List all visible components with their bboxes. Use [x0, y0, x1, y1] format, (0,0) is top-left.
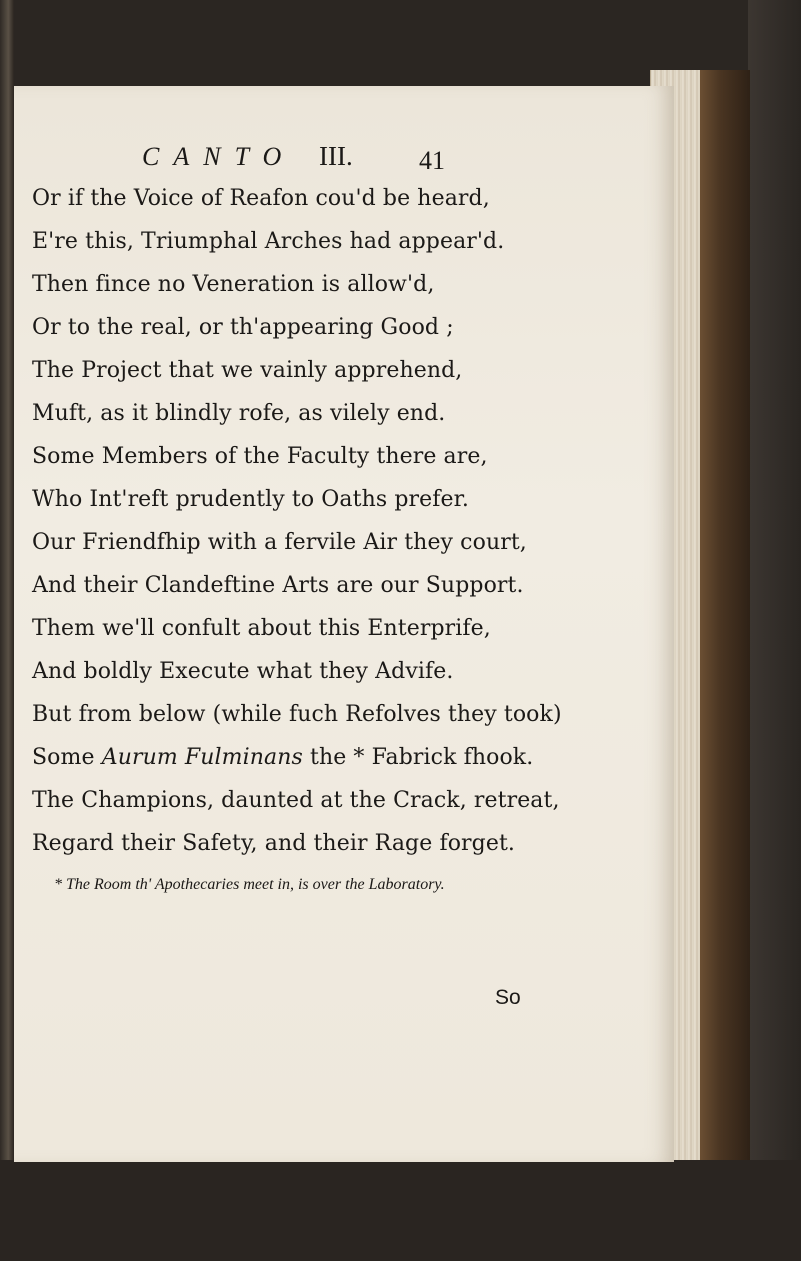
verse-line-14 [32, 745, 533, 770]
verse-line-1: Or if the Voice of Reafon cou'd be heard, [32, 186, 490, 211]
verse-line-8: Who Int'reft prudently to Oaths prefer. [32, 487, 469, 512]
left-book-edge [0, 0, 14, 1261]
verse-line-6: Muft, as it blindly rofe, as vilely end. [32, 401, 446, 426]
page-number: 41 [419, 146, 445, 175]
verse-line-11: Them we'll confult about this Enterprife, [32, 616, 491, 641]
verse-line-15: The Champions, daunted at the Crack, retreat, [32, 788, 560, 813]
verse-line-14-before: Some [32, 745, 102, 770]
running-head-numeral: III. [319, 141, 353, 171]
catchword: So [495, 986, 521, 1009]
verse-line-16: Regard their Safety, and their Rage forget. [32, 831, 515, 856]
footnote: * The Room th' Apothecaries meet in, is over the Laboratory. [54, 876, 445, 893]
bottom-background [0, 1160, 801, 1261]
page-text [14, 86, 674, 1162]
book-spine [700, 70, 750, 1170]
verse-line-4: Or to the real, or th'appearing Good ; [32, 315, 454, 340]
verse-line-10: And their Clandeftine Arts are our Support. [32, 573, 524, 598]
verse-line-14-italic: Aurum Fulminans [101, 745, 303, 770]
page [14, 86, 674, 1162]
book-cover-right [748, 0, 801, 1261]
verse-line-14-after: the * Fabrick fhook. [302, 745, 534, 770]
verse-line-2: E're this, Triumphal Arches had appear'd. [32, 229, 505, 254]
running-head-canto: CANTO [142, 142, 296, 171]
verse-line-5: The Project that we vainly apprehend, [32, 358, 463, 383]
verse-line-7: Some Members of the Faculty there are, [32, 444, 488, 469]
verse-line-9: Our Friendfhip with a fervile Air they court, [32, 530, 527, 555]
verse-line-13: But from below (while fuch Refolves they took) [32, 702, 562, 727]
verse-line-12: And boldly Execute what they Advife. [32, 659, 454, 684]
verse-line-3: Then fince no Veneration is allow'd, [32, 272, 435, 297]
